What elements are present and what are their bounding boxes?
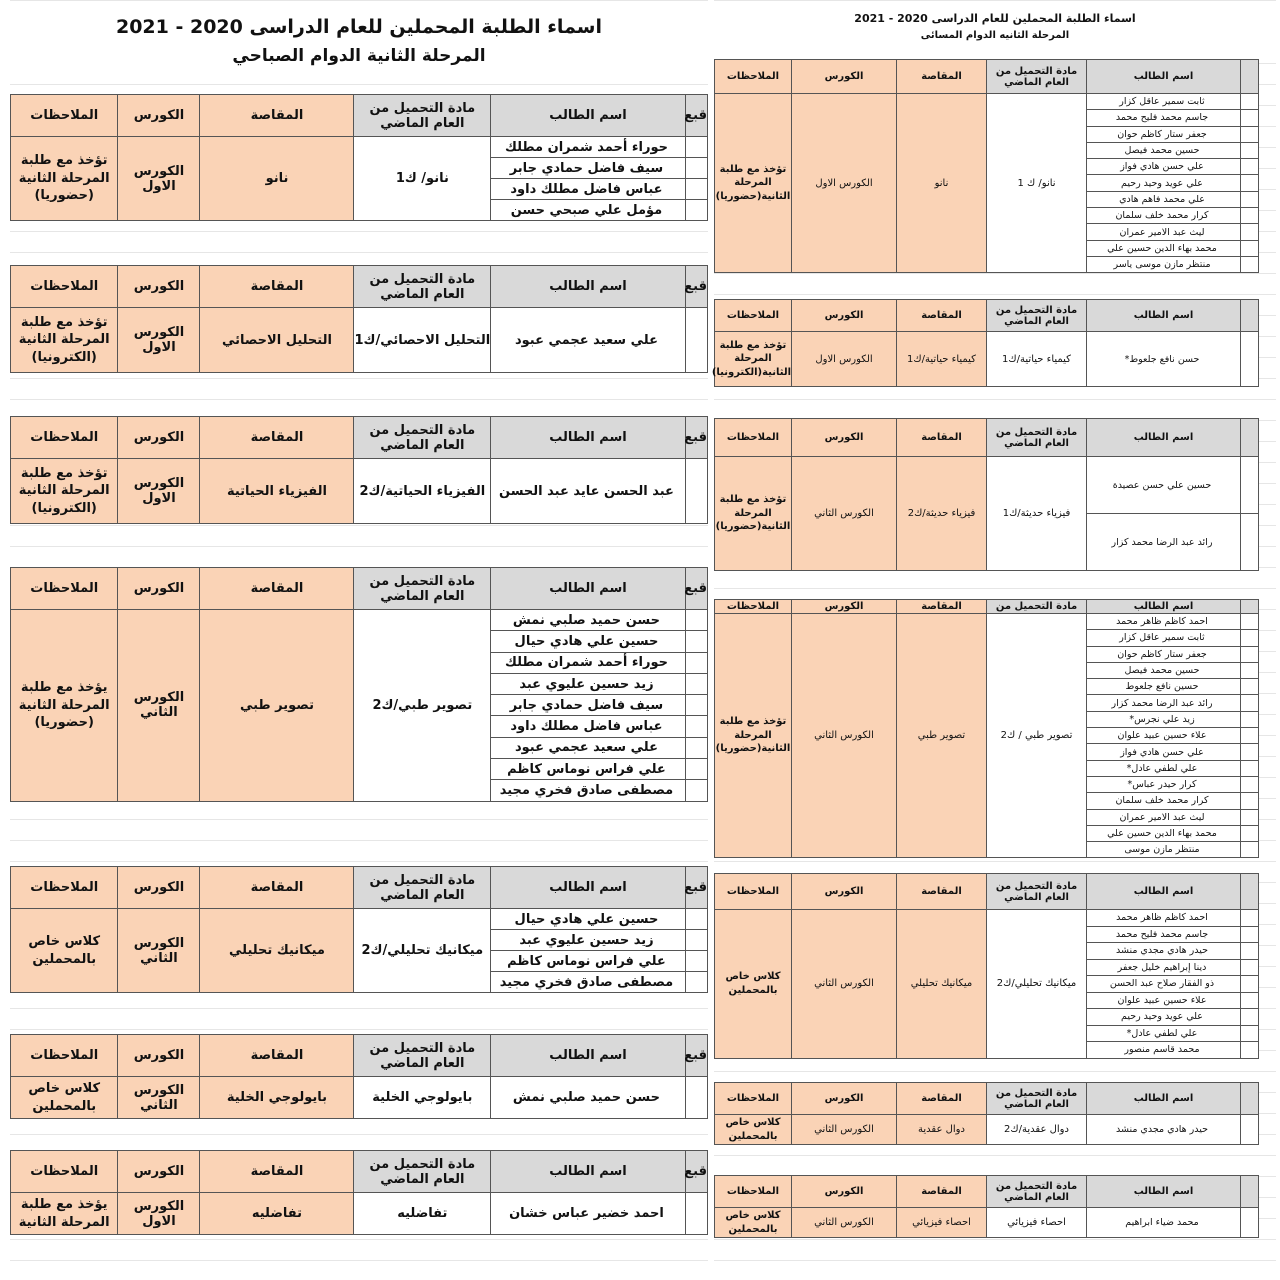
rank-cell: [1241, 159, 1259, 175]
header-notes: الملاحظات: [11, 568, 118, 610]
rank-cell: [1241, 728, 1259, 744]
header-equivalent: المقاصة: [200, 266, 354, 308]
student-name: احمد كاظم ظاهر محمد: [1087, 614, 1241, 630]
rank-cell: [1241, 514, 1259, 571]
header-course: الكورس: [118, 1035, 200, 1077]
student-name: مصطفى صادق فخري مجيد: [491, 972, 686, 993]
rank-cell: [1241, 240, 1259, 256]
student-name: زيد علي نجرس*: [1087, 711, 1241, 727]
student-name: ليث عبد الامير عمران: [1087, 224, 1241, 240]
table-row: [715, 910, 1259, 927]
header-student-name: اسم الطالب: [491, 1151, 686, 1193]
rank-cell: [1241, 208, 1259, 224]
student-name: علاء حسين عبيد علوان: [1087, 728, 1241, 744]
student-name: كرار محمد خلف سلمان: [1087, 208, 1241, 224]
header-student-name: اسم الطالب: [1087, 1083, 1241, 1115]
rank-cell: [1241, 614, 1259, 630]
header-notes: الملاحظات: [715, 600, 792, 614]
student-name: حسين علي هادي حيال: [491, 909, 686, 930]
student-name: حسين محمد فيصل: [1087, 142, 1241, 158]
student-name: محمد قاسم منصور: [1087, 1042, 1241, 1059]
carried-subject: تفاضليه: [354, 1193, 491, 1235]
student-name: حسن حميد صلبي نمش: [491, 1077, 686, 1119]
header-equivalent: المقاصة: [200, 867, 354, 909]
carried-subject: احصاء فيزيائي: [987, 1208, 1087, 1238]
equivalent-subject: نانو: [897, 94, 987, 273]
header-equivalent: المقاصة: [897, 300, 987, 332]
rank-cell: [685, 158, 707, 179]
header-rank: [1241, 60, 1259, 94]
rank-cell: [1241, 126, 1259, 142]
student-name: علي عويد وحيد رحيم: [1087, 1009, 1241, 1026]
course: الكورس الثاني: [792, 1115, 897, 1145]
carried-subject-table: [714, 1082, 1259, 1145]
header-student-name: اسم الطالب: [491, 417, 686, 459]
notes: تؤخذ مع طلبة المرحلة الثانية(الكترونيا): [715, 332, 792, 387]
rank-cell: [1241, 256, 1259, 272]
carried-subject: نانو/ ك1: [354, 137, 491, 221]
header-equivalent: المقاصة: [200, 568, 354, 610]
notes: تؤخذ مع طلبة المرحلة الثانية(حضوريا): [715, 614, 792, 858]
rank-cell: [1241, 842, 1259, 858]
student-name: محمد بهاء الدين حسين علي: [1087, 240, 1241, 256]
rank-cell: [1241, 793, 1259, 809]
equivalent-subject: تصوير طبي: [897, 614, 987, 858]
title-line-2: المرحلة الثانيه الدوام المسائى: [920, 30, 1070, 41]
carried-subject-table: [714, 1175, 1259, 1238]
student-name: علي سعيد عجمي عبود: [491, 308, 686, 373]
header-notes: الملاحظات: [11, 95, 118, 137]
rank-cell: [1241, 94, 1259, 110]
header-carried-subject: مادة التحميل من العام الماضي: [987, 300, 1087, 332]
notes: كلاس خاص بالمحملين: [715, 1208, 792, 1238]
table-row: [715, 94, 1259, 110]
rank-cell: [1241, 646, 1259, 662]
carried-subject-table: [714, 59, 1259, 273]
header-rank: [1241, 874, 1259, 910]
header-notes: الملاحظات: [715, 874, 792, 910]
header-carried-subject: مادة التحميل من: [987, 600, 1087, 614]
rank-cell: [685, 137, 707, 158]
title-line-1: اسماء الطلبة المحملين للعام الدراسى 2020 - 2021: [115, 16, 603, 38]
student-name: علي فراس نوماس كاظم: [491, 951, 686, 972]
student-name: علي عويد وحيد رحيم: [1087, 175, 1241, 191]
header-student-name: اسم الطالب: [1087, 600, 1241, 614]
carried-subject: ميكانيك تحليلي/ك2: [354, 909, 491, 993]
header-rank: [1241, 600, 1259, 614]
header-rank: [1241, 419, 1259, 457]
header-carried-subject: مادة التحميل من العام الماضي: [987, 60, 1087, 94]
student-name: منتظر مازن موسى ياسر: [1087, 256, 1241, 272]
notes: يؤخذ مع طلبة المرحلة الثانية (حضوريا): [11, 610, 118, 802]
student-name: محمد بهاء الدين حسين علي: [1087, 825, 1241, 841]
rank-cell: [685, 930, 707, 951]
header-rank: قبع: [685, 1035, 707, 1077]
student-name: جاسم محمد فليح محمد: [1087, 926, 1241, 943]
student-name: رائد عبد الرضا محمد كزار: [1087, 514, 1241, 571]
rank-cell: [1241, 776, 1259, 792]
header-rank: قبع: [685, 266, 707, 308]
student-name: عباس فاضل مطلك داود: [491, 179, 686, 200]
student-name: جعفر ستار كاظم حوان: [1087, 126, 1241, 142]
header-rank: قبع: [685, 867, 707, 909]
header-student-name: اسم الطالب: [1087, 300, 1241, 332]
equivalent-subject: احصاء فيزيائي: [897, 1208, 987, 1238]
student-name: زيد حسين عليوي عبد: [491, 930, 686, 951]
rank-cell: [1241, 1042, 1259, 1059]
rank-cell: [685, 308, 707, 373]
student-name: دينا إبراهيم خليل جعفر: [1087, 959, 1241, 976]
student-name: حوراء أحمد شمران مطلك: [491, 137, 686, 158]
header-rank: قبع: [685, 417, 707, 459]
rank-cell: [685, 909, 707, 930]
notes: كلاس خاص بالمحملين: [11, 909, 118, 993]
header-student-name: اسم الطالب: [1087, 60, 1241, 94]
student-name: علي فراس نوماس كاظم: [491, 759, 686, 780]
header-notes: الملاحظات: [11, 417, 118, 459]
carried-subject: ميكانيك تحليلي/ك2: [987, 910, 1087, 1059]
rank-cell: [1241, 910, 1259, 927]
rank-cell: [1241, 825, 1259, 841]
header-carried-subject: مادة التحميل من العام الماضي: [354, 568, 491, 610]
notes: تؤخذ مع طلبة المرحلة الثانية (الكترونيا): [11, 459, 118, 524]
equivalent-subject: تفاضليه: [200, 1193, 354, 1235]
equivalent-subject: كيمياء حياتية/ك1: [897, 332, 987, 387]
rank-cell: [685, 972, 707, 993]
header-notes: الملاحظات: [11, 867, 118, 909]
student-name: عبد الحسن عايد عبد الحسن: [491, 459, 686, 524]
notes: تؤخذ مع طلبة المرحلة الثانية (الكترونيا): [11, 308, 118, 373]
equivalent-subject: الفيزياء الحياتية: [200, 459, 354, 524]
student-name: علي حسن هادي فواز: [1087, 744, 1241, 760]
carried-subject-table: [714, 599, 1259, 858]
student-name: حسين علي حسن عصيدة: [1087, 457, 1241, 514]
header-student-name: اسم الطالب: [1087, 874, 1241, 910]
header-equivalent: المقاصة: [200, 95, 354, 137]
equivalent-subject: بايولوجي الخلية: [200, 1077, 354, 1119]
rank-cell: [1241, 1115, 1259, 1145]
rank-cell: [1241, 457, 1259, 514]
panel-divider: [709, 0, 713, 1280]
header-carried-subject: مادة التحميل من العام الماضي: [987, 1176, 1087, 1208]
header-course: الكورس: [118, 266, 200, 308]
course: الكورس الاول: [118, 137, 200, 221]
course: الكورس الثاني: [792, 910, 897, 1059]
carried-subject: التحليل الاحصائي/ك1: [354, 308, 491, 373]
rank-cell: [1241, 976, 1259, 993]
student-name: حسن حميد صلبي نمش: [491, 610, 686, 631]
carried-subject-table: [10, 866, 708, 993]
header-equivalent: المقاصة: [897, 60, 987, 94]
header-equivalent: المقاصة: [897, 600, 987, 614]
course: الكورس الثاني: [118, 1077, 200, 1119]
carried-subject: نانو/ ك 1: [987, 94, 1087, 273]
rank-cell: [1241, 679, 1259, 695]
notes: تؤخذ مع طلبة المرحلة الثانية (حضوريا): [11, 137, 118, 221]
header-notes: الملاحظات: [715, 300, 792, 332]
carried-subject: الفيزياء الحياتية/ك2: [354, 459, 491, 524]
header-notes: الملاحظات: [11, 1151, 118, 1193]
student-name: رائد عبد الرضا محمد كزار: [1087, 695, 1241, 711]
header-carried-subject: مادة التحميل من العام الماضي: [354, 95, 491, 137]
header-course: الكورس: [118, 95, 200, 137]
student-name: علي محمد فاهم هادي: [1087, 191, 1241, 207]
header-equivalent: المقاصة: [897, 419, 987, 457]
rank-cell: [685, 673, 707, 694]
table-row: [11, 308, 708, 373]
header-rank: قبع: [685, 568, 707, 610]
rank-cell: [1241, 809, 1259, 825]
carried-subject-table: [10, 567, 708, 802]
table-row: [11, 137, 708, 158]
table-row: [715, 332, 1259, 387]
table-row: [11, 459, 708, 524]
rank-cell: [1241, 1009, 1259, 1026]
header-student-name: اسم الطالب: [491, 1035, 686, 1077]
header-student-name: اسم الطالب: [491, 568, 686, 610]
rank-cell: [685, 759, 707, 780]
course: الكورس الاول: [792, 332, 897, 387]
header-course: الكورس: [792, 60, 897, 94]
header-equivalent: المقاصة: [200, 417, 354, 459]
header-carried-subject: مادة التحميل من العام الماضي: [354, 1035, 491, 1077]
student-name: كرار محمد خلف سلمان: [1087, 793, 1241, 809]
header-notes: الملاحظات: [11, 1035, 118, 1077]
student-name: منتظر مازن موسى: [1087, 842, 1241, 858]
student-name: حيدر هادي مجدي منشد: [1087, 1115, 1241, 1145]
rank-cell: [685, 200, 707, 221]
rank-cell: [685, 179, 707, 200]
header-course: الكورس: [792, 874, 897, 910]
notes: يؤخذ مع طلبة المرحلة الثانية: [11, 1193, 118, 1235]
student-name: حسين نافع جلعوط: [1087, 679, 1241, 695]
header-student-name: اسم الطالب: [1087, 1176, 1241, 1208]
student-name: احمد خضير عباس خشان: [491, 1193, 686, 1235]
header-course: الكورس: [118, 867, 200, 909]
rank-cell: [1241, 1208, 1259, 1238]
notes: تؤخذ مع طلبة المرحلة الثانية(حضوريا): [715, 457, 792, 571]
rank-cell: [685, 610, 707, 631]
header-carried-subject: مادة التحميل من العام الماضي: [354, 417, 491, 459]
student-name: جعفر ستار كاظم حوان: [1087, 646, 1241, 662]
student-name: حسين علي هادي حيال: [491, 631, 686, 652]
student-name: عباس فاضل مطلك داود: [491, 716, 686, 737]
header-equivalent: المقاصة: [200, 1035, 354, 1077]
rank-cell: [1241, 926, 1259, 943]
student-name: حوراء أحمد شمران مطلك: [491, 652, 686, 673]
sheet-title: [714, 10, 1276, 44]
carried-subject: بايولوجي الخلية: [354, 1077, 491, 1119]
header-carried-subject: مادة التحميل من العام الماضي: [987, 419, 1087, 457]
header-rank: [1241, 1083, 1259, 1115]
student-name: حسين محمد فيصل: [1087, 662, 1241, 678]
header-course: الكورس: [792, 419, 897, 457]
student-name: ليث عبد الامير عمران: [1087, 809, 1241, 825]
table-row: [11, 909, 708, 930]
course: الكورس الثاني: [118, 610, 200, 802]
header-student-name: اسم الطالب: [1087, 419, 1241, 457]
student-name: محمد ضياء ابراهيم: [1087, 1208, 1241, 1238]
header-carried-subject: مادة التحميل من العام الماضي: [987, 1083, 1087, 1115]
carried-subject: تصوير طبي/ك2: [354, 610, 491, 802]
header-equivalent: المقاصة: [897, 874, 987, 910]
rank-cell: [685, 716, 707, 737]
header-course: الكورس: [792, 1176, 897, 1208]
carried-subject-table: [10, 1150, 708, 1235]
rank-cell: [1241, 1025, 1259, 1042]
student-name: زيد حسين عليوي عبد: [491, 673, 686, 694]
rank-cell: [1241, 142, 1259, 158]
student-name: سيف فاضل حمادي جابر: [491, 158, 686, 179]
carried-subject: دوال عقدية/ك2: [987, 1115, 1087, 1145]
student-name: ثابت سمير عاقل كزار: [1087, 630, 1241, 646]
header-student-name: اسم الطالب: [491, 95, 686, 137]
equivalent-subject: نانو: [200, 137, 354, 221]
header-student-name: اسم الطالب: [491, 266, 686, 308]
student-name: ثابت سمير عاقل كزار: [1087, 94, 1241, 110]
notes: كلاس خاص بالمحملين: [11, 1077, 118, 1119]
rank-cell: [685, 737, 707, 758]
student-name: مصطفى صادق فخري مجيد: [491, 780, 686, 801]
table-row: [11, 610, 708, 631]
header-equivalent: المقاصة: [897, 1176, 987, 1208]
table-row: [715, 614, 1259, 630]
carried-subject-table: [711, 299, 1259, 387]
student-name: علي حسن هادي فواز: [1087, 159, 1241, 175]
equivalent-subject: ميكانيك تحليلي: [200, 909, 354, 993]
rank-cell: [685, 459, 707, 524]
header-course: الكورس: [118, 417, 200, 459]
carried-subject-table: [714, 418, 1259, 571]
title-line-1: اسماء الطلبة المحملين للعام الدراسى 2020 - 2021: [854, 12, 1136, 25]
rank-cell: [1241, 662, 1259, 678]
header-course: الكورس: [792, 1083, 897, 1115]
carried-subject: فيزياء حديثة/ك1: [987, 457, 1087, 571]
rank-cell: [1241, 175, 1259, 191]
student-name: احمد كاظم ظاهر محمد: [1087, 910, 1241, 927]
course: الكورس الثاني: [792, 1208, 897, 1238]
rank-cell: [1241, 711, 1259, 727]
rank-cell: [1241, 695, 1259, 711]
header-notes: الملاحظات: [715, 419, 792, 457]
header-carried-subject: مادة التحميل من العام الماضي: [354, 266, 491, 308]
rank-cell: [1241, 332, 1259, 387]
header-rank: قبع: [685, 95, 707, 137]
table-row: [715, 1208, 1259, 1238]
rank-cell: [685, 652, 707, 673]
equivalent-subject: تصوير طبي: [200, 610, 354, 802]
equivalent-subject: ميكانيك تحليلي: [897, 910, 987, 1059]
equivalent-subject: دوال عقدية: [897, 1115, 987, 1145]
table-row: [11, 1077, 708, 1119]
notes: كلاس خاص بالمحملين: [715, 1115, 792, 1145]
rank-cell: [1241, 760, 1259, 776]
rank-cell: [685, 780, 707, 801]
table-row: [11, 1193, 708, 1235]
student-name: جاسم محمد فليح محمد: [1087, 110, 1241, 126]
student-name: علاء حسين عبيد علوان: [1087, 992, 1241, 1009]
notes: تؤخذ مع طلبة المرحلة الثانية(حضوريا): [715, 94, 792, 273]
student-name: حيدر هادي مجدي منشد: [1087, 943, 1241, 960]
rank-cell: [1241, 224, 1259, 240]
student-name: علي سعيد عجمي عبود: [491, 737, 686, 758]
student-name: سيف فاضل حمادي جابر: [491, 695, 686, 716]
header-course: الكورس: [118, 1151, 200, 1193]
header-student-name: اسم الطالب: [491, 867, 686, 909]
rank-cell: [1241, 110, 1259, 126]
student-name: كرار حيدر عباس*: [1087, 776, 1241, 792]
rank-cell: [1241, 943, 1259, 960]
carried-subject-table: [10, 94, 708, 221]
header-carried-subject: مادة التحميل من العام الماضي: [987, 874, 1087, 910]
course: الكورس الثاني: [118, 909, 200, 993]
student-name: علي لطفي عادل*: [1087, 1025, 1241, 1042]
header-equivalent: المقاصة: [897, 1083, 987, 1115]
header-notes: الملاحظات: [715, 1083, 792, 1115]
morning-shift-sheet: [10, 0, 708, 1280]
header-equivalent: المقاصة: [200, 1151, 354, 1193]
notes: كلاس خاص بالمحملين: [715, 910, 792, 1059]
rank-cell: [685, 1077, 707, 1119]
equivalent-subject: التحليل الاحصائي: [200, 308, 354, 373]
table-row: [715, 1115, 1259, 1145]
header-carried-subject: مادة التحميل من العام الماضي: [354, 1151, 491, 1193]
course: الكورس الثاني: [792, 614, 897, 858]
carried-subject: كيمياء حياتية/ك1: [987, 332, 1087, 387]
course: الكورس الاول: [118, 1193, 200, 1235]
carried-subject-table: [10, 1034, 708, 1119]
sheet-title: [10, 12, 708, 70]
header-notes: الملاحظات: [11, 266, 118, 308]
header-course: الكورس: [118, 568, 200, 610]
student-name: علي لطفي عادل*: [1087, 760, 1241, 776]
course: الكورس الاول: [118, 308, 200, 373]
header-notes: الملاحظات: [715, 1176, 792, 1208]
student-name: ذو الفقار صلاح عبد الحسن: [1087, 976, 1241, 993]
rank-cell: [685, 951, 707, 972]
course: الكورس الاول: [792, 94, 897, 273]
table-row: [715, 457, 1259, 514]
carried-subject-table: [714, 873, 1259, 1059]
header-course: الكورس: [792, 600, 897, 614]
header-carried-subject: مادة التحميل من العام الماضي: [354, 867, 491, 909]
course: الكورس الاول: [118, 459, 200, 524]
carried-subject-table: [10, 416, 708, 524]
header-rank: [1241, 300, 1259, 332]
student-name: حسن نافع جلعوط*: [1087, 332, 1241, 387]
rank-cell: [685, 1193, 707, 1235]
rank-cell: [1241, 744, 1259, 760]
rank-cell: [1241, 630, 1259, 646]
rank-cell: [1241, 992, 1259, 1009]
carried-subject-table: [10, 265, 708, 373]
header-notes: الملاحظات: [715, 60, 792, 94]
course: الكورس الثاني: [792, 457, 897, 571]
evening-shift-sheet: [711, 0, 1276, 1280]
title-line-2: المرحلة الثانية الدوام الصباحي: [232, 46, 486, 66]
equivalent-subject: فيزياء حديثة/ك2: [897, 457, 987, 571]
rank-cell: [1241, 959, 1259, 976]
header-course: الكورس: [792, 300, 897, 332]
student-name: مؤمل علي صبحي حسن: [491, 200, 686, 221]
rank-cell: [685, 695, 707, 716]
header-rank: قبع: [685, 1151, 707, 1193]
carried-subject: تصوير طبي / ك2: [987, 614, 1087, 858]
header-rank: [1241, 1176, 1259, 1208]
rank-cell: [685, 631, 707, 652]
rank-cell: [1241, 191, 1259, 207]
